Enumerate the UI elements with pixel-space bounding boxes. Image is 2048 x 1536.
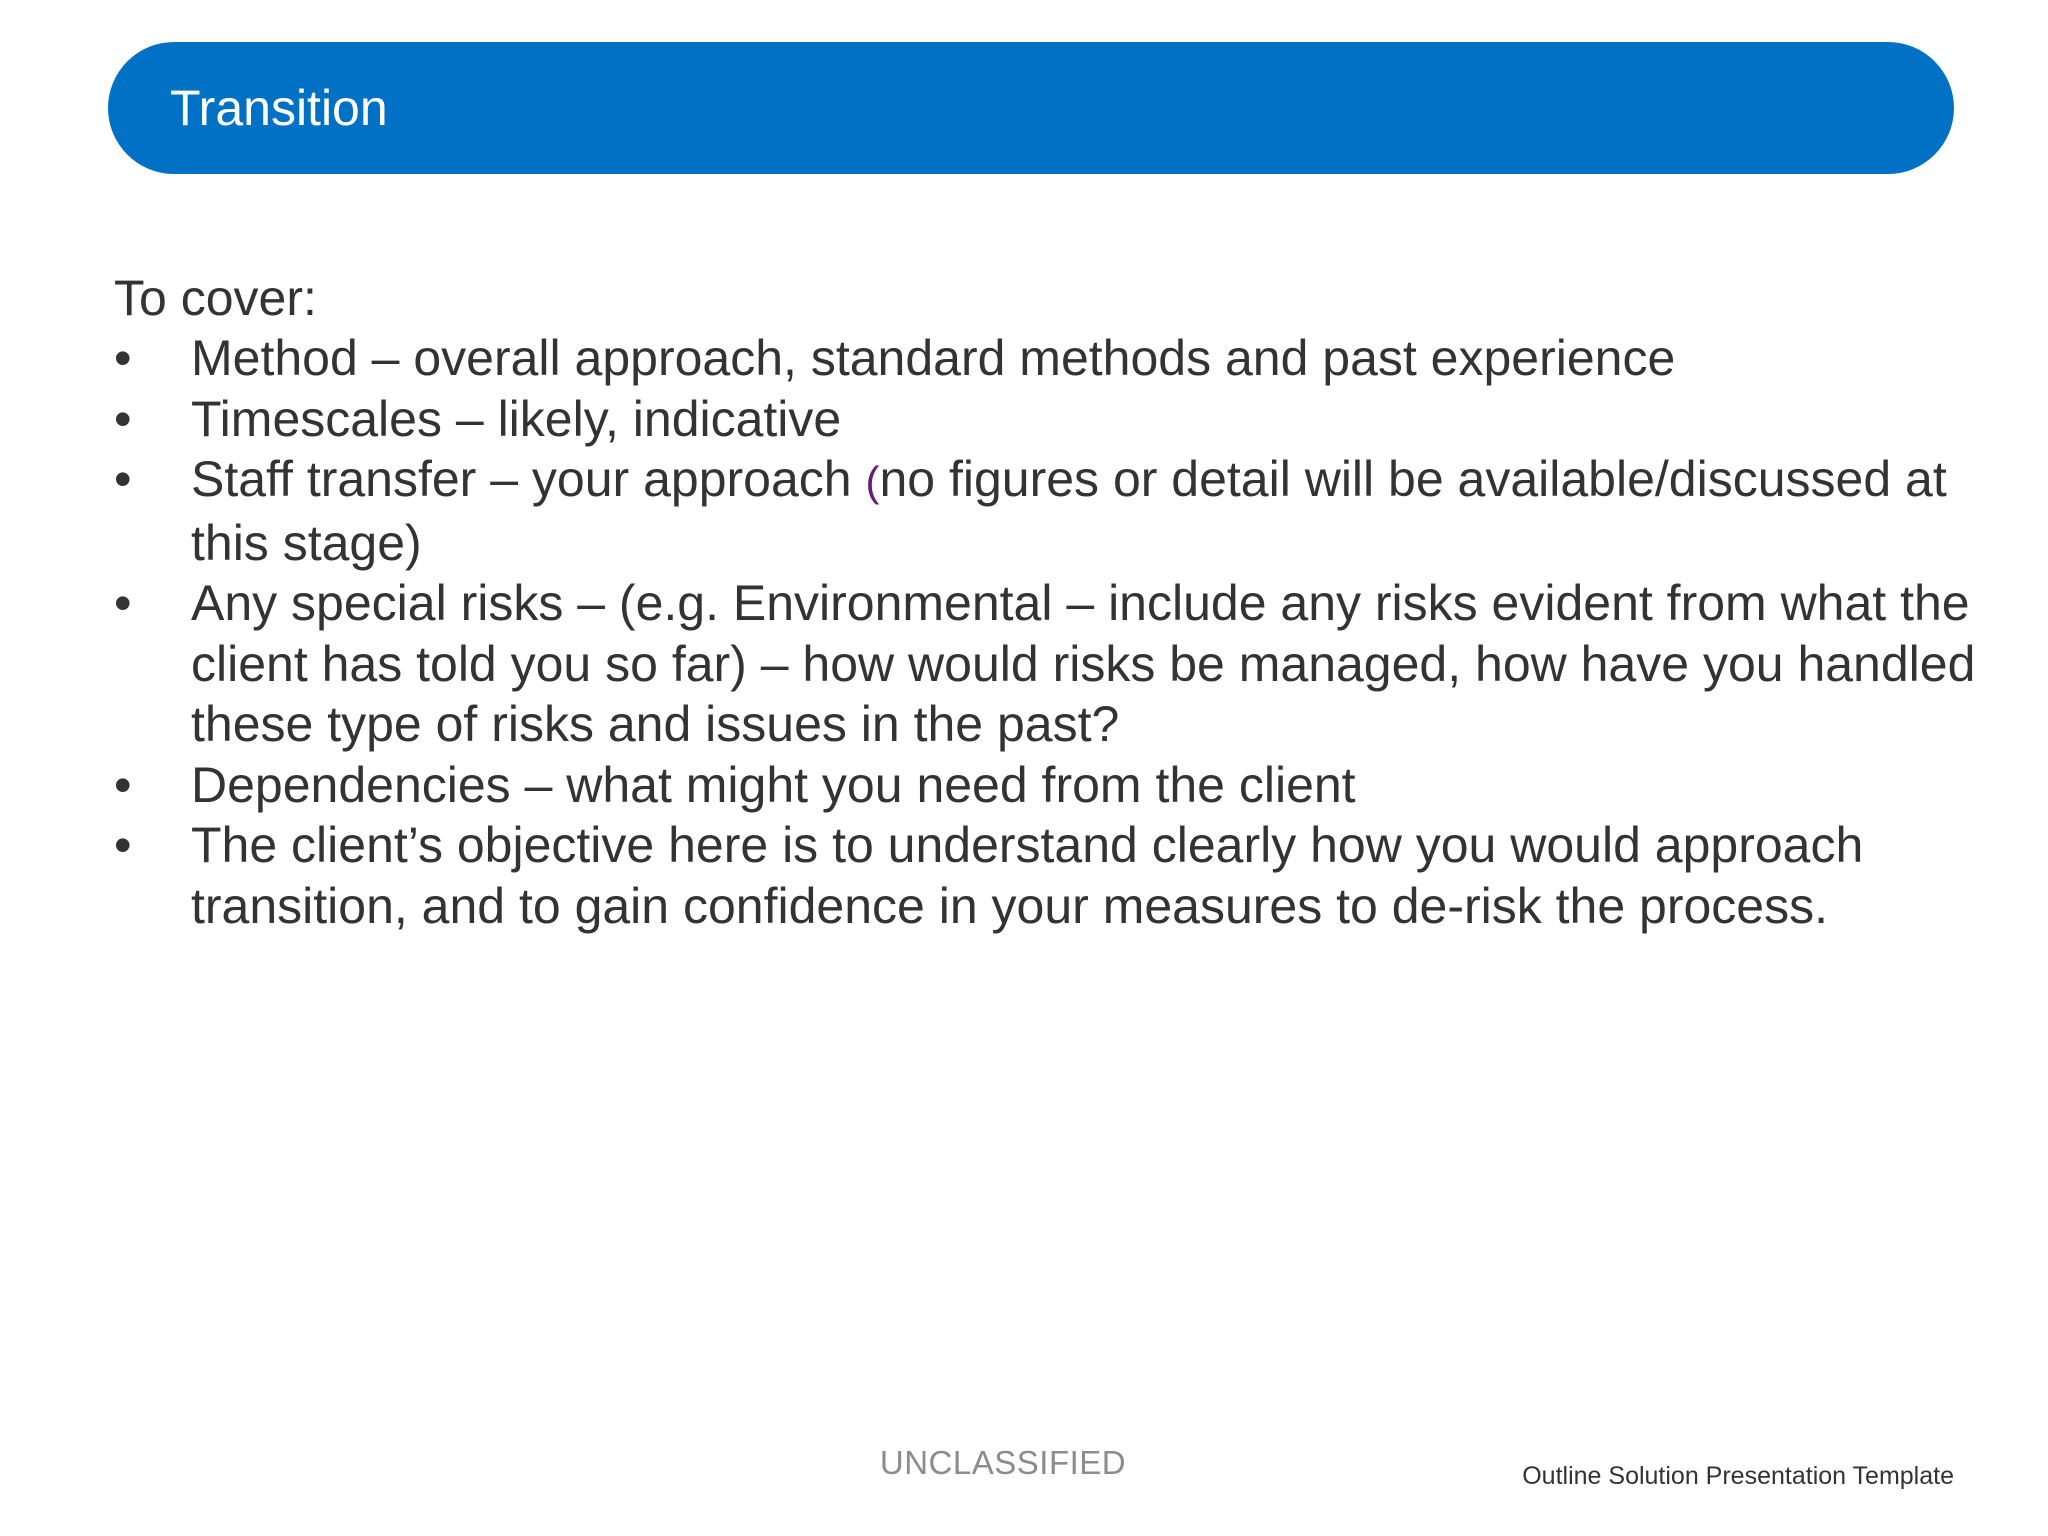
bullet-list [114, 328, 2014, 936]
bullet-text: The client’s objective here is to understand clearly how you would approach transition, and to gain confidence in your measures to de-risk the process. [191, 817, 1864, 934]
bullet-text-start: Staff transfer – your approach [191, 451, 866, 507]
bullet-text [191, 449, 2014, 573]
slide-body [114, 268, 2014, 936]
title-bar [108, 42, 1954, 174]
bullet-text: Method – overall approach, standard methods and past experience [191, 330, 1676, 386]
bullet-item-timescales [114, 389, 2014, 450]
classification-label: UNCLASSIFIED [879, 1444, 1127, 1481]
template-name: Outline Solution Presentation Template [1522, 1462, 1954, 1490]
slide-title: Transition [170, 80, 388, 136]
bullet-text: Timescales – likely, indicative [191, 390, 842, 447]
bullet-text: Dependencies – what might you need from the client [191, 756, 1356, 813]
bullet-item-staff-transfer [114, 449, 2014, 573]
intro-text: To cover: [114, 270, 317, 326]
accent-parenthesis: ( [865, 458, 880, 505]
bullet-item-dependencies [114, 755, 2014, 816]
bullet-item-special-risks [114, 573, 2014, 755]
bullet-icon: • [114, 575, 132, 631]
bullet-icon: • [114, 390, 132, 447]
bullet-item-client-objective [114, 815, 2014, 936]
bullet-icon: • [114, 756, 132, 813]
bullet-text-end: no figures or detail will be available/discussed at this stage) [191, 451, 1947, 571]
bullet-icon: • [114, 817, 132, 873]
bullet-text: Any special risks – (e.g. Environmental – include any risks evident from what the client has told you so far) – how would risks be managed, how have you handled these type of risks and issues in the past? [191, 575, 1976, 752]
bullet-icon: • [114, 451, 132, 507]
bullet-icon: • [114, 330, 132, 386]
bullet-item-method [114, 328, 2014, 389]
